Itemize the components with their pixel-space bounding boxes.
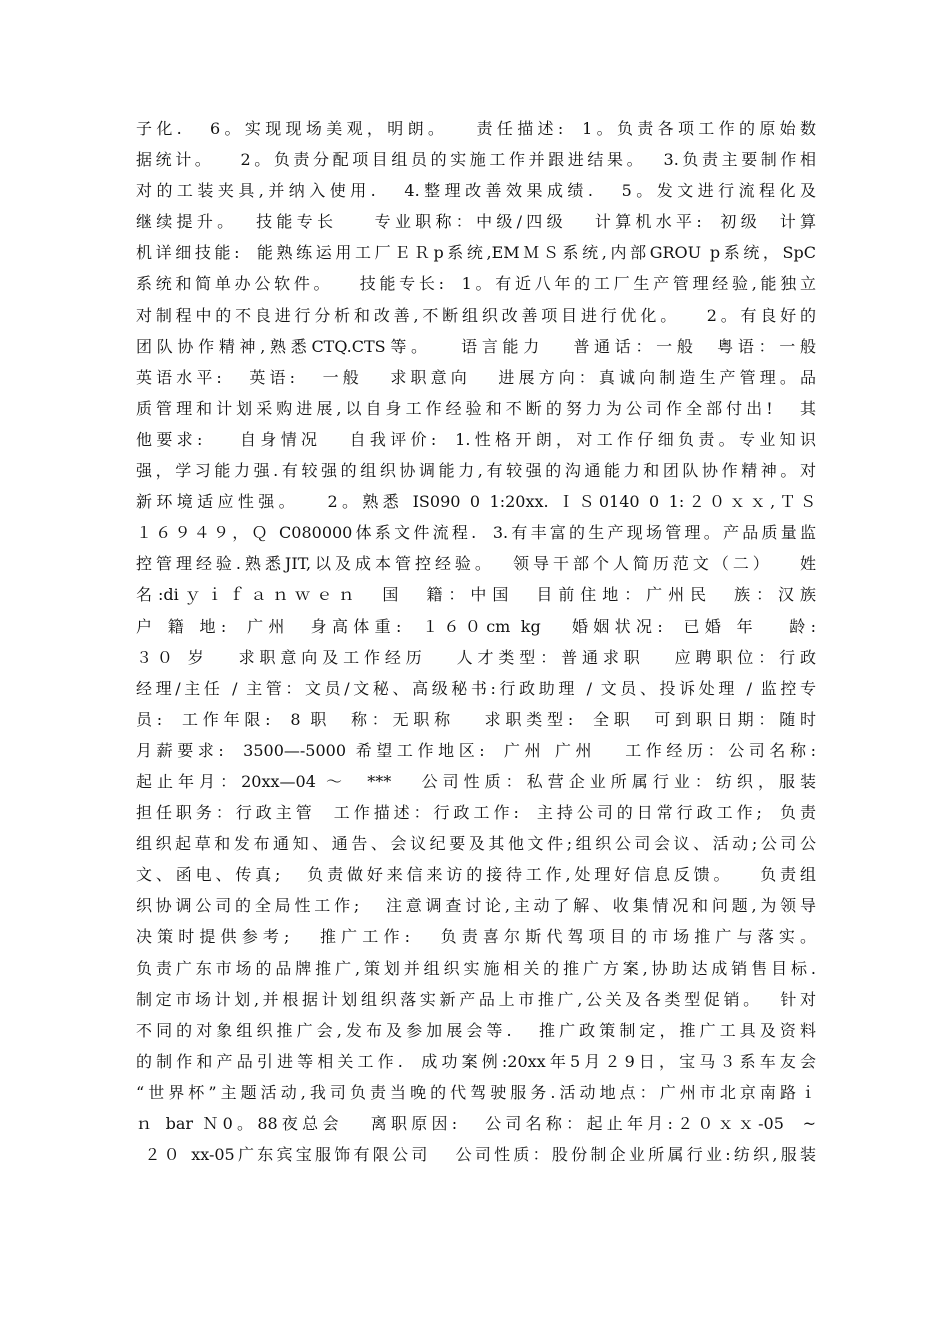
- text-line: 子化. 6。实现现场美观，明朗。 责任描述: 1。负责各项工作的原始数: [136, 119, 816, 138]
- text-line: 不同的对象组织推广会,发布及参加展会等. 推广政策制定，推广工具及资料: [136, 1020, 816, 1040]
- text-line: 机详细技能: 能熟练运用工厂ＥＲp系统,EMＭＳ系统,内部GROU p系统，SpC: [136, 243, 816, 263]
- text-line: 名:diｙｉｆａｎｗｅｎ 国 籍：中国 目前住地：广州民 族：汉族: [136, 585, 816, 605]
- text-line: 组织起草和发布通知、通告、会议纪要及其他文件;组织公司会议、活动;公司公: [136, 834, 816, 854]
- text-line: 继续提升。 技能专长 专业职称：中级/四级 计算机水平: 初级 计算: [136, 212, 816, 232]
- text-line: 英语水平: 英语: 一般 求职意向 进展方向：真诚向制造生产管理。品: [136, 367, 816, 387]
- text-line: 的制作和产品引进等相关工作. 成功案例:20xx年5月２9日，宝马３系车友会: [136, 1051, 816, 1071]
- text-line: 月薪要求: 3500—-5000 希望工作地区: 广州 广州 工作经历：公司名称:: [136, 740, 816, 760]
- text-line: 团队协作精神,熟悉CTQ.CTS等。 语言能力 普通话：一般 粤语：一般: [136, 336, 816, 356]
- text-line: 经理/主任 / 主管：文员/文秘、高级秘书:行政助理 / 文员、投诉处理 / 监控专: [136, 678, 816, 698]
- text-line: ３０ 岁 求职意向及工作经历 人才类型：普通求职 应聘职位：行政: [136, 647, 816, 667]
- text-line: 对制程中的不良进行分析和改善,不断组织改善项目进行优化。 2。有良好的: [136, 305, 816, 325]
- text-line: 据统计。 2。负责分配项目组员的实施工作并跟进结果。 3.负责主要制作相: [136, 150, 816, 170]
- text-line: 起止年月：20xx—04 ～ *** 公司性质：私营企业所属行业：纺织，服装: [136, 771, 816, 791]
- text-line: 质管理和计划采购进展,以自身工作经验和不断的努力为公司作全部付出! 其: [136, 398, 816, 418]
- text-line: 户 籍 地: 广州 身高体重: １６０cm kg 婚姻状况: 已婚 年 龄:: [136, 616, 816, 636]
- text-line: 文、函电、传真; 负责做好来信来访的接待工作,处理好信息反馈。 负责组: [136, 865, 816, 885]
- text-line: “世界杯”主题活动,我司负责当晚的代驾驶服务.活动地点：广州市北京南路ｉ: [136, 1082, 816, 1102]
- text-line: 强，学习能力强.有较强的组织协调能力,有较强的沟通能力和团队协作精神。对: [136, 461, 816, 481]
- text-line: 制定市场计划,并根据计划组织落实新产品上市推广,公关及各类型促销。 针对: [136, 989, 816, 1009]
- text-line: ２０ xx-05广东宾宝服饰有限公司 公司性质：股份制企业所属行业:纺织,服装: [136, 1145, 816, 1165]
- text-line: １６９４９，Ｑ C080000体系文件流程. 3.有丰富的生产现场管理。产品质量监: [136, 523, 816, 543]
- text-line: 新环境适应性强。 2。熟悉 IS090 0 1:20xx. ＩＳ0140 0 1:２０ｘｘ,ＴＳ: [136, 492, 816, 512]
- text-line: 系统和简单办公软件。 技能专长: 1。有近八年的工厂生产管理经验,能独立: [136, 274, 816, 294]
- resume-text-body: [136, 113, 816, 1170]
- text-line: 织协调公司的全局性工作; 注意调查讨论,主动了解、收集情况和问题,为领导: [136, 896, 816, 916]
- text-line: ｎ bar Ｎ0。88夜总会 离职原因: 公司名称：起止年月:２０ｘｘ-05 ~: [136, 1114, 816, 1133]
- text-line: 担任职务：行政主管 工作描述：行政工作: 主持公司的日常行政工作; 负责: [136, 803, 816, 823]
- text-line: 控管理经验.熟悉JIT,以及成本管控经验。 领导干部个人简历范文（二） 姓: [136, 554, 816, 574]
- text-line: 决策时提供参考; 推广工作: 负责喜尔斯代驾项目的市场推广与落实。: [136, 927, 816, 947]
- text-line: 员: 工作年限: 8 职 称：无职称 求职类型: 全职 可到职日期：随时: [136, 709, 816, 729]
- text-line: 他要求: 自身情况 自我评价: 1.性格开朗，对工作仔细负责。专业知识: [136, 429, 816, 449]
- text-line: 对的工装夹具,并纳入使用. 4.整理改善效果成绩. 5。发文进行流程化及: [136, 181, 816, 201]
- text-line: 负责广东市场的品牌推广,策划并组织实施相关的推广方案,协助达成销售目标.: [136, 958, 816, 978]
